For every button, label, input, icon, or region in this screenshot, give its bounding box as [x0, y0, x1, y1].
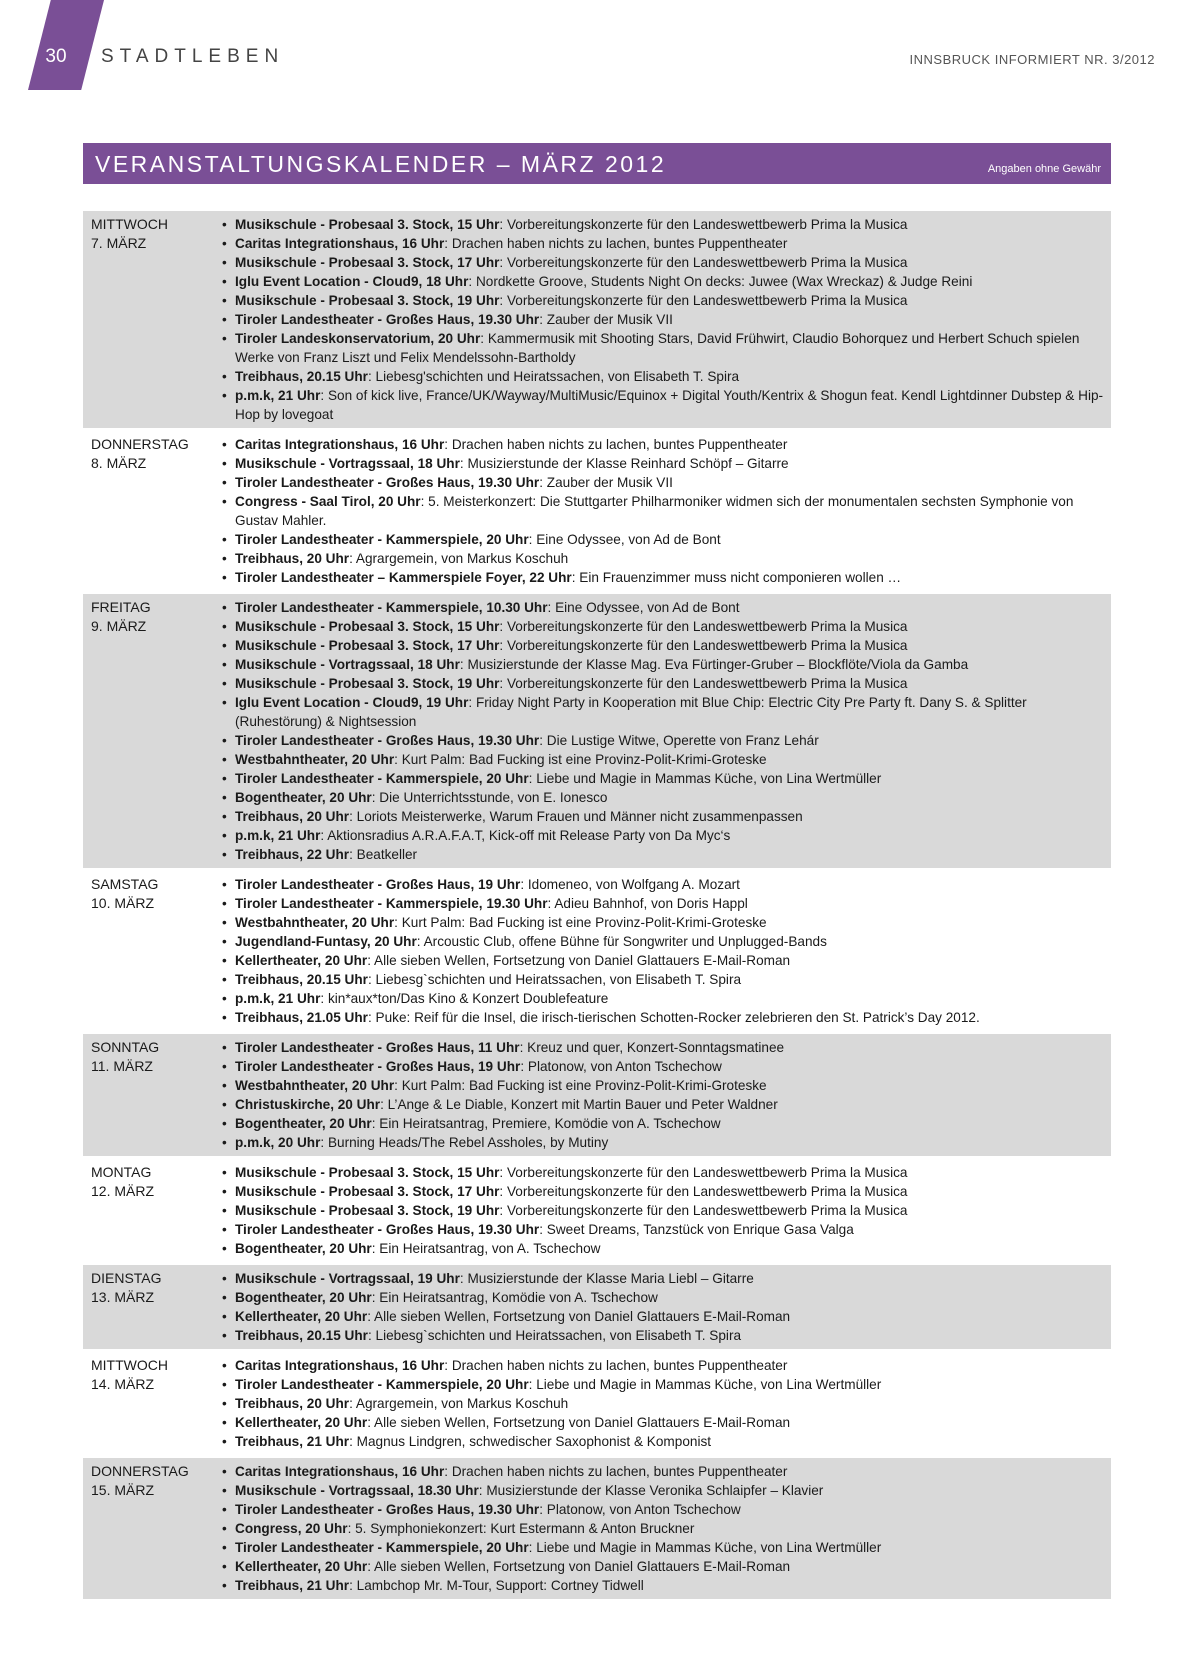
weekday: FREITAG	[91, 599, 151, 615]
event-venue: Bogentheater, 20 Uhr	[235, 1290, 372, 1305]
day-label	[83, 1356, 221, 1451]
event-venue: Treibhaus, 21 Uhr	[235, 1578, 350, 1593]
event-item: • Treibhaus, 20.15 Uhr: Liebesg`schichten und Heiratssachen, von Elisabeth T. Spira	[221, 1326, 1111, 1345]
event-description: Aktionsradius A.R.A.F.A.T, Kick-off mit Release Party von Da Myc‘s	[327, 828, 731, 843]
event-description: Idomeneo, von Wolfgang A. Mozart	[527, 877, 740, 892]
event-item: • Kellertheater, 20 Uhr: Alle sieben Wellen, Fortsetzung von Daniel Glattauers E-Mail-Roman	[221, 1413, 1111, 1432]
day-label	[83, 598, 221, 864]
event-list	[221, 215, 1111, 424]
event-item: • Congress, 20 Uhr: 5. Symphoniekonzert: Kurt Estermann & Anton Bruckner	[221, 1519, 1111, 1538]
event-venue: Tiroler Landestheater - Großes Haus, 19 Uhr	[235, 1059, 521, 1074]
event-description: Vorbereitungskonzerte für den Landeswettbewerb Prima la Musica	[506, 638, 908, 653]
event-description: Burning Heads/The Rebel Assholes, by Mutiny	[327, 1135, 609, 1150]
event-description: Liebe und Magie in Mammas Küche, von Lina Wertmüller	[536, 1540, 882, 1555]
event-item: • Tiroler Landestheater - Großes Haus, 11 Uhr: Kreuz und quer, Konzert-Sonntagsmatinee	[221, 1038, 1111, 1057]
event-description: Zauber der Musik VII	[546, 475, 673, 490]
event-item: • Kellertheater, 20 Uhr: Alle sieben Wellen, Fortsetzung von Daniel Glattauers E-Mail-Roman	[221, 1557, 1111, 1576]
event-description: Magnus Lindgren, schwedischer Saxophonist & Komponist	[356, 1434, 712, 1449]
event-description: Alle sieben Wellen, Fortsetzung von Daniel Glattauers E-Mail-Roman	[374, 1415, 791, 1430]
event-venue: Treibhaus, 21.05 Uhr	[235, 1010, 368, 1025]
event-description: Nordkette Groove, Students Night On decks: Juwee (Wax Wreckaz) & Judge Reini	[475, 274, 973, 289]
event-description: Agrargemein, von Markus Koschuh	[355, 1396, 569, 1411]
day-row	[83, 1034, 1111, 1159]
date: 8. MÄRZ	[91, 455, 147, 471]
event-venue: Treibhaus, 20 Uhr	[235, 1396, 350, 1411]
event-item: • Tiroler Landestheater - Großes Haus, 19.30 Uhr: Zauber der Musik VII	[221, 310, 1111, 329]
event-item: • Treibhaus, 20 Uhr: Agrargemein, von Markus Koschuh	[221, 549, 1111, 568]
event-venue: Tiroler Landestheater - Kammerspiele, 20 Uhr	[235, 771, 529, 786]
event-venue: p.m.k, 21 Uhr	[235, 828, 321, 843]
event-venue: Tiroler Landestheater - Großes Haus, 19.30 Uhr	[235, 1502, 540, 1517]
event-description: Vorbereitungskonzerte für den Landeswettbewerb Prima la Musica	[506, 1184, 908, 1199]
section-name: STADTLEBEN	[101, 46, 285, 67]
event-list	[221, 1163, 1111, 1258]
event-venue: Congress - Saal Tirol, 20 Uhr	[235, 494, 421, 509]
event-description: kin*aux*ton/Das Kino & Konzert Doublefeature	[327, 991, 609, 1006]
date: 13. MÄRZ	[91, 1289, 155, 1305]
event-description: Drachen haben nichts zu lachen, buntes Puppentheater	[451, 437, 788, 452]
event-venue: Musikschule - Vortragssaal, 18 Uhr	[235, 456, 460, 471]
event-description: L’Ange & Le Diable, Konzert mit Martin Bauer und Peter Waldner	[387, 1097, 778, 1112]
event-venue: Tiroler Landestheater - Kammerspiele, 10.30 Uhr	[235, 600, 548, 615]
event-description: Musizierstunde der Klasse Veronika Schlaipfer – Klavier	[486, 1483, 824, 1498]
day-row	[83, 1265, 1111, 1352]
event-description: Puke: Reif für die Insel, die irisch-tierischen Schotten-Rocker zelebrieren den St. Patrick’s Day 2012.	[375, 1010, 980, 1025]
event-venue: Westbahntheater, 20 Uhr	[235, 752, 395, 767]
event-item: • p.m.k, 21 Uhr: kin*aux*ton/Das Kino & Konzert Doublefeature	[221, 989, 1111, 1008]
event-description: Kurt Palm: Bad Fucking ist eine Provinz-Polit-Krimi-Groteske	[401, 915, 767, 930]
date: 7. MÄRZ	[91, 235, 147, 251]
event-item: • Bogentheater, 20 Uhr: Ein Heiratsantrag, von A. Tschechow	[221, 1239, 1111, 1258]
weekday: MITTWOCH	[91, 1357, 168, 1373]
event-description: Arcoustic Club, offene Bühne für Songwriter und Unplugged-Bands	[423, 934, 827, 949]
event-item: • Treibhaus, 21 Uhr: Magnus Lindgren, schwedischer Saxophonist & Komponist	[221, 1432, 1111, 1451]
event-venue: Westbahntheater, 20 Uhr	[235, 915, 395, 930]
day-label	[83, 875, 221, 1027]
event-venue: p.m.k, 20 Uhr	[235, 1135, 321, 1150]
event-description: Die Unterrichtsstunde, von E. Ionesco	[379, 790, 608, 805]
weekday: SAMSTAG	[91, 876, 159, 892]
event-list	[221, 875, 1111, 1027]
event-description: Liebe und Magie in Mammas Küche, von Lina Wertmüller	[536, 771, 882, 786]
event-list	[221, 1269, 1111, 1345]
event-list	[221, 1462, 1111, 1595]
event-venue: Caritas Integrationshaus, 16 Uhr	[235, 236, 445, 251]
event-description: Musizierstunde der Klasse Reinhard Schöpf – Gitarre	[467, 456, 789, 471]
event-item: • Musikschule - Vortragssaal, 18 Uhr: Musizierstunde der Klasse Mag. Eva Fürtinger-Gruber – Blockflöte/Viola da Gamba	[221, 655, 1111, 674]
event-venue: Musikschule - Probesaal 3. Stock, 15 Uhr	[235, 1165, 500, 1180]
weekday: SONNTAG	[91, 1039, 160, 1055]
event-list	[221, 1038, 1111, 1152]
weekday: MITTWOCH	[91, 216, 168, 232]
event-venue: p.m.k, 21 Uhr	[235, 388, 321, 403]
event-item: • Tiroler Landestheater - Kammerspiele, 20 Uhr: Liebe und Magie in Mammas Küche, von Lina Wertmüller	[221, 1375, 1111, 1394]
event-description: Die Lustige Witwe, Operette von Franz Lehár	[546, 733, 819, 748]
event-venue: Westbahntheater, 20 Uhr	[235, 1078, 395, 1093]
event-description: Ein Heiratsantrag, von A. Tschechow	[379, 1241, 601, 1256]
event-description: Eine Odyssee, von Ad de Bont	[536, 532, 721, 547]
day-row	[83, 1159, 1111, 1265]
event-item: • Tiroler Landestheater - Großes Haus, 19 Uhr: Idomeneo, von Wolfgang A. Mozart	[221, 875, 1111, 894]
event-description: Liebesg`schichten und Heiratssachen, von Elisabeth T. Spira	[375, 1328, 742, 1343]
event-item: • Caritas Integrationshaus, 16 Uhr: Drachen haben nichts zu lachen, buntes Puppentheater	[221, 234, 1111, 253]
calendar-note: Angaben ohne Gewähr	[987, 163, 1101, 175]
event-item: • Bogentheater, 20 Uhr: Ein Heiratsantrag, Premiere, Komödie von A. Tschechow	[221, 1114, 1111, 1133]
event-venue: p.m.k, 21 Uhr	[235, 991, 321, 1006]
event-description: Loriots Meisterwerke, Warum Frauen und Männer nicht zusammenpassen	[356, 809, 803, 824]
event-venue: Jugendland-Funtasy, 20 Uhr	[235, 934, 417, 949]
event-description: Kreuz und quer, Konzert-Sonntagsmatinee	[527, 1040, 785, 1055]
event-description: Vorbereitungskonzerte für den Landeswettbewerb Prima la Musica	[506, 1165, 908, 1180]
day-row	[83, 594, 1111, 871]
event-venue: Treibhaus, 20.15 Uhr	[235, 1328, 368, 1343]
event-venue: Musikschule - Vortragssaal, 19 Uhr	[235, 1271, 460, 1286]
event-description: Vorbereitungskonzerte für den Landeswettbewerb Prima la Musica	[506, 217, 908, 232]
event-description: Ein Heiratsantrag, Komödie von A. Tschechow	[379, 1290, 658, 1305]
event-description: Lambchop Mr. M-Tour, Support: Cortney Tidwell	[356, 1578, 644, 1593]
date: 10. MÄRZ	[91, 895, 155, 911]
event-description: Kammermusik mit Shooting Stars, David Frühwirt, Claudio Bohorquez und Herbert Schuch spielen Werke von Franz Liszt und Felix Mendelssohn-Bartholdy	[235, 331, 1080, 365]
date: 11. MÄRZ	[91, 1058, 153, 1074]
event-description: Friday Night Party in Kooperation mit Blue Chip: Electric City Pre Party ft. Dany S. & Splitter (Ruhestörung) & Nightsession	[235, 695, 1027, 729]
event-venue: Bogentheater, 20 Uhr	[235, 1116, 372, 1131]
event-venue: Iglu Event Location - Cloud9, 18 Uhr	[235, 274, 469, 289]
event-venue: Musikschule - Probesaal 3. Stock, 17 Uhr	[235, 255, 500, 270]
event-item: • Musikschule - Probesaal 3. Stock, 17 Uhr: Vorbereitungskonzerte für den Landeswettbewerb Prima la Musica	[221, 253, 1111, 272]
event-item: • p.m.k, 21 Uhr: Son of kick live, France/UK/Wayway/MultiMusic/Equinox + Digital Youth/Kentrix & Shogun feat. Kendl Lightdinner Dubstep & Hip-Hop by lovegoat	[221, 386, 1111, 424]
event-description: Kurt Palm: Bad Fucking ist eine Provinz-Polit-Krimi-Groteske	[401, 1078, 767, 1093]
event-item: • Musikschule - Probesaal 3. Stock, 15 Uhr: Vorbereitungskonzerte für den Landeswettbewerb Prima la Musica	[221, 617, 1111, 636]
event-venue: Musikschule - Probesaal 3. Stock, 17 Uhr	[235, 638, 500, 653]
event-item: • Musikschule - Vortragssaal, 19 Uhr: Musizierstunde der Klasse Maria Liebl – Gitarre	[221, 1269, 1111, 1288]
event-venue: Musikschule - Probesaal 3. Stock, 17 Uhr	[235, 1184, 500, 1199]
event-description: Liebesg'schichten und Heiratssachen, von Elisabeth T. Spira	[375, 369, 740, 384]
event-venue: Kellertheater, 20 Uhr	[235, 1559, 368, 1574]
event-item: • Musikschule - Vortragssaal, 18 Uhr: Musizierstunde der Klasse Reinhard Schöpf – Gitarre	[221, 454, 1111, 473]
issue-label: INNSBRUCK INFORMIERT NR. 3/2012	[909, 52, 1155, 67]
day-row	[83, 211, 1111, 431]
event-description: Liebe und Magie in Mammas Küche, von Lina Wertmüller	[536, 1377, 882, 1392]
event-venue: Treibhaus, 20.15 Uhr	[235, 972, 368, 987]
event-item: • Congress - Saal Tirol, 20 Uhr: 5. Meisterkonzert: Die Stuttgarter Philharmoniker widmen sich der monumentalen sechsten Symphonie von Gustav Mahler.	[221, 492, 1111, 530]
calendar-header	[83, 143, 1111, 184]
event-item: • Tiroler Landestheater - Kammerspiele, 20 Uhr: Liebe und Magie in Mammas Küche, von Lina Wertmüller	[221, 1538, 1111, 1557]
event-venue: Musikschule - Probesaal 3. Stock, 15 Uhr	[235, 217, 500, 232]
event-description: Liebesg`schichten und Heiratssachen, von Elisabeth T. Spira	[375, 972, 742, 987]
event-description: Kurt Palm: Bad Fucking ist eine Provinz-Polit-Krimi-Groteske	[401, 752, 767, 767]
event-item: • Tiroler Landestheater - Kammerspiele, 20 Uhr: Eine Odyssee, von Ad de Bont	[221, 530, 1111, 549]
event-description: Eine Odyssee, von Ad de Bont	[555, 600, 740, 615]
event-item: • p.m.k, 21 Uhr: Aktionsradius A.R.A.F.A.T, Kick-off mit Release Party von Da Myc‘s	[221, 826, 1111, 845]
event-item: • Musikschule - Probesaal 3. Stock, 15 Uhr: Vorbereitungskonzerte für den Landeswettbewerb Prima la Musica	[221, 1163, 1111, 1182]
event-venue: Treibhaus, 20.15 Uhr	[235, 369, 368, 384]
event-venue: Tiroler Landestheater - Kammerspiele, 20 Uhr	[235, 532, 529, 547]
event-description: Alle sieben Wellen, Fortsetzung von Daniel Glattauers E-Mail-Roman	[374, 1559, 791, 1574]
event-venue: Bogentheater, 20 Uhr	[235, 1241, 372, 1256]
event-item: • Tiroler Landestheater – Kammerspiele Foyer, 22 Uhr: Ein Frauenzimmer muss nicht componieren wollen …	[221, 568, 1111, 587]
event-description: Drachen haben nichts zu lachen, buntes Puppentheater	[451, 236, 788, 251]
calendar-title: VERANSTALTUNGSKALENDER – MÄRZ 2012	[95, 151, 667, 177]
event-description: Drachen haben nichts zu lachen, buntes Puppentheater	[451, 1358, 788, 1373]
event-venue: Tiroler Landestheater - Großes Haus, 19.30 Uhr	[235, 475, 540, 490]
event-item: • Jugendland-Funtasy, 20 Uhr: Arcoustic Club, offene Bühne für Songwriter und Unplugged-Bands	[221, 932, 1111, 951]
event-item: • Caritas Integrationshaus, 16 Uhr: Drachen haben nichts zu lachen, buntes Puppentheater	[221, 1462, 1111, 1481]
weekday: DIENSTAG	[91, 1270, 162, 1286]
event-venue: Musikschule - Vortragssaal, 18.30 Uhr	[235, 1483, 479, 1498]
event-description: Platonow, von Anton Tschechow	[546, 1502, 741, 1517]
event-description: Musizierstunde der Klasse Maria Liebl – Gitarre	[467, 1271, 754, 1286]
weekday: DONNERSTAG	[91, 436, 189, 452]
event-description: Ein Heiratsantrag, Premiere, Komödie von A. Tschechow	[379, 1116, 721, 1131]
event-venue: Musikschule - Vortragssaal, 18 Uhr	[235, 657, 460, 672]
event-description: Zauber der Musik VII	[546, 312, 673, 327]
event-description: 5. Meisterkonzert: Die Stuttgarter Philharmoniker widmen sich der monumentalen sechsten Symphonie von Gustav Mahler.	[235, 494, 1074, 528]
event-venue: Tiroler Landestheater - Kammerspiele, 20 Uhr	[235, 1377, 529, 1392]
event-item: • Westbahntheater, 20 Uhr: Kurt Palm: Bad Fucking ist eine Provinz-Polit-Krimi-Groteske	[221, 1076, 1111, 1095]
event-item: • Treibhaus, 22 Uhr: Beatkeller	[221, 845, 1111, 864]
event-venue: Iglu Event Location - Cloud9, 19 Uhr	[235, 695, 469, 710]
event-item: • Treibhaus, 21.05 Uhr: Puke: Reif für die Insel, die irisch-tierischen Schotten-Rocker zelebrieren den St. Patrick’s Day 2012.	[221, 1008, 1111, 1027]
page-number: 30	[45, 46, 67, 67]
event-description: Adieu Bahnhof, von Doris Happl	[554, 896, 748, 911]
event-venue: Tiroler Landestheater - Großes Haus, 19.30 Uhr	[235, 312, 540, 327]
event-description: Alle sieben Wellen, Fortsetzung von Daniel Glattauers E-Mail-Roman	[374, 953, 791, 968]
event-venue: Musikschule - Probesaal 3. Stock, 19 Uhr	[235, 676, 500, 691]
event-item: • Tiroler Landeskonservatorium, 20 Uhr: Kammermusik mit Shooting Stars, David Frühwirt, Claudio Bohorquez und Herbert Schuch spielen Werke von Franz Liszt und Felix Mendelssohn-Bartholdy	[221, 329, 1111, 367]
weekday: MONTAG	[91, 1164, 152, 1180]
event-venue: Musikschule - Probesaal 3. Stock, 19 Uhr	[235, 1203, 500, 1218]
event-item: • Treibhaus, 21 Uhr: Lambchop Mr. M-Tour, Support: Cortney Tidwell	[221, 1576, 1111, 1595]
event-item: • Musikschule - Probesaal 3. Stock, 19 Uhr: Vorbereitungskonzerte für den Landeswettbewerb Prima la Musica	[221, 291, 1111, 310]
event-item: • Tiroler Landestheater - Großes Haus, 19.30 Uhr: Die Lustige Witwe, Operette von Franz Lehár	[221, 731, 1111, 750]
event-item: • Musikschule - Probesaal 3. Stock, 17 Uhr: Vorbereitungskonzerte für den Landeswettbewerb Prima la Musica	[221, 1182, 1111, 1201]
event-description: 5. Symphoniekonzert: Kurt Estermann & Anton Bruckner	[355, 1521, 695, 1536]
event-description: Vorbereitungskonzerte für den Landeswettbewerb Prima la Musica	[506, 293, 908, 308]
event-venue: Musikschule - Probesaal 3. Stock, 19 Uhr	[235, 293, 500, 308]
event-item: • Westbahntheater, 20 Uhr: Kurt Palm: Bad Fucking ist eine Provinz-Polit-Krimi-Groteske	[221, 750, 1111, 769]
event-item: • Musikschule - Probesaal 3. Stock, 17 Uhr: Vorbereitungskonzerte für den Landeswettbewerb Prima la Musica	[221, 636, 1111, 655]
event-item: • Tiroler Landestheater - Großes Haus, 19.30 Uhr: Platonow, von Anton Tschechow	[221, 1500, 1111, 1519]
event-venue: Tiroler Landestheater – Kammerspiele Foyer, 22 Uhr	[235, 570, 572, 585]
event-item: • Tiroler Landestheater - Großes Haus, 19 Uhr: Platonow, von Anton Tschechow	[221, 1057, 1111, 1076]
event-item: • Tiroler Landestheater - Großes Haus, 19.30 Uhr: Zauber der Musik VII	[221, 473, 1111, 492]
event-item: • Treibhaus, 20.15 Uhr: Liebesg`schichten und Heiratssachen, von Elisabeth T. Spira	[221, 970, 1111, 989]
event-venue: Treibhaus, 21 Uhr	[235, 1434, 350, 1449]
page-tab	[28, 0, 104, 90]
event-item: • Caritas Integrationshaus, 16 Uhr: Drachen haben nichts zu lachen, buntes Puppentheater	[221, 1356, 1111, 1375]
event-list	[221, 598, 1111, 864]
event-venue: Kellertheater, 20 Uhr	[235, 953, 368, 968]
event-venue: Kellertheater, 20 Uhr	[235, 1415, 368, 1430]
event-venue: Treibhaus, 22 Uhr	[235, 847, 350, 862]
event-description: Platonow, von Anton Tschechow	[527, 1059, 722, 1074]
event-description: Ein Frauenzimmer muss nicht componieren wollen …	[579, 570, 902, 585]
event-item: • Bogentheater, 20 Uhr: Ein Heiratsantrag, Komödie von A. Tschechow	[221, 1288, 1111, 1307]
event-description: Vorbereitungskonzerte für den Landeswettbewerb Prima la Musica	[506, 1203, 908, 1218]
date: 12. MÄRZ	[91, 1183, 155, 1199]
day-label	[83, 435, 221, 587]
event-item: • Treibhaus, 20 Uhr: Agrargemein, von Markus Koschuh	[221, 1394, 1111, 1413]
day-label	[83, 1163, 221, 1258]
date: 14. MÄRZ	[91, 1376, 155, 1392]
event-venue: Musikschule - Probesaal 3. Stock, 15 Uhr	[235, 619, 500, 634]
event-item: • Iglu Event Location - Cloud9, 18 Uhr: Nordkette Groove, Students Night On decks: Juwee (Wax Wreckaz) & Judge Reini	[221, 272, 1111, 291]
date: 15. MÄRZ	[91, 1482, 155, 1498]
event-item: • Westbahntheater, 20 Uhr: Kurt Palm: Bad Fucking ist eine Provinz-Polit-Krimi-Groteske	[221, 913, 1111, 932]
event-venue: Caritas Integrationshaus, 16 Uhr	[235, 1358, 445, 1373]
event-description: Musizierstunde der Klasse Mag. Eva Fürtinger-Gruber – Blockflöte/Viola da Gamba	[467, 657, 969, 672]
event-description: Agrargemein, von Markus Koschuh	[355, 551, 569, 566]
event-description: Son of kick live, France/UK/Wayway/MultiMusic/Equinox + Digital Youth/Kentrix & Shogun feat. Kendl Lightdinner Dubstep & Hip-Hop by lovegoat	[235, 388, 1104, 422]
day-label	[83, 1462, 221, 1595]
event-item: • Treibhaus, 20 Uhr: Loriots Meisterwerke, Warum Frauen und Männer nicht zusammenpassen	[221, 807, 1111, 826]
event-item: • Tiroler Landestheater - Großes Haus, 19.30 Uhr: Sweet Dreams, Tanzstück von Enrique Gasa Valga	[221, 1220, 1111, 1239]
day-label	[83, 1038, 221, 1152]
event-item: • Musikschule - Probesaal 3. Stock, 19 Uhr: Vorbereitungskonzerte für den Landeswettbewerb Prima la Musica	[221, 674, 1111, 693]
event-venue: Treibhaus, 20 Uhr	[235, 551, 350, 566]
event-item: • Kellertheater, 20 Uhr: Alle sieben Wellen, Fortsetzung von Daniel Glattauers E-Mail-Roman	[221, 951, 1111, 970]
event-item: • Kellertheater, 20 Uhr: Alle sieben Wellen, Fortsetzung von Daniel Glattauers E-Mail-Roman	[221, 1307, 1111, 1326]
event-venue: Tiroler Landestheater - Kammerspiele, 19.30 Uhr	[235, 896, 548, 911]
event-description: Vorbereitungskonzerte für den Landeswettbewerb Prima la Musica	[506, 619, 908, 634]
event-item: • Tiroler Landestheater - Kammerspiele, 19.30 Uhr: Adieu Bahnhof, von Doris Happl	[221, 894, 1111, 913]
event-item: • p.m.k, 20 Uhr: Burning Heads/The Rebel Assholes, by Mutiny	[221, 1133, 1111, 1152]
event-item: • Bogentheater, 20 Uhr: Die Unterrichtsstunde, von E. Ionesco	[221, 788, 1111, 807]
event-item: • Treibhaus, 20.15 Uhr: Liebesg'schichten und Heiratssachen, von Elisabeth T. Spira	[221, 367, 1111, 386]
event-venue: Tiroler Landestheater - Großes Haus, 19.30 Uhr	[235, 1222, 540, 1237]
day-row	[83, 871, 1111, 1034]
day-row	[83, 431, 1111, 594]
event-venue: Tiroler Landeskonservatorium, 20 Uhr	[235, 331, 481, 346]
event-list	[221, 435, 1111, 587]
weekday: DONNERSTAG	[91, 1463, 189, 1479]
event-venue: Tiroler Landestheater - Kammerspiele, 20 Uhr	[235, 1540, 529, 1555]
event-item: • Musikschule - Vortragssaal, 18.30 Uhr: Musizierstunde der Klasse Veronika Schlaipfer – Klavier	[221, 1481, 1111, 1500]
event-item: • Christuskirche, 20 Uhr: L’Ange & Le Diable, Konzert mit Martin Bauer und Peter Waldner	[221, 1095, 1111, 1114]
day-label	[83, 1269, 221, 1345]
event-venue: Caritas Integrationshaus, 16 Uhr	[235, 1464, 445, 1479]
event-description: Vorbereitungskonzerte für den Landeswettbewerb Prima la Musica	[506, 255, 908, 270]
event-description: Alle sieben Wellen, Fortsetzung von Daniel Glattauers E-Mail-Roman	[374, 1309, 791, 1324]
day-row	[83, 1458, 1111, 1602]
event-venue: Congress, 20 Uhr	[235, 1521, 348, 1536]
event-item: • Musikschule - Probesaal 3. Stock, 15 Uhr: Vorbereitungskonzerte für den Landeswettbewerb Prima la Musica	[221, 215, 1111, 234]
event-venue: Kellertheater, 20 Uhr	[235, 1309, 368, 1324]
event-venue: Treibhaus, 20 Uhr	[235, 809, 350, 824]
event-list	[221, 1356, 1111, 1451]
day-label	[83, 215, 221, 424]
event-description: Sweet Dreams, Tanzstück von Enrique Gasa Valga	[546, 1222, 854, 1237]
event-item: • Iglu Event Location - Cloud9, 19 Uhr: Friday Night Party in Kooperation mit Blue Chip: Electric City Pre Party ft. Dany S. & Splitter (Ruhestörung) & Nightsession	[221, 693, 1111, 731]
event-venue: Caritas Integrationshaus, 16 Uhr	[235, 437, 445, 452]
event-venue: Bogentheater, 20 Uhr	[235, 790, 372, 805]
day-row	[83, 1352, 1111, 1458]
event-item: • Tiroler Landestheater - Kammerspiele, 10.30 Uhr: Eine Odyssee, von Ad de Bont	[221, 598, 1111, 617]
event-item: • Caritas Integrationshaus, 16 Uhr: Drachen haben nichts zu lachen, buntes Puppentheater	[221, 435, 1111, 454]
event-venue: Tiroler Landestheater - Großes Haus, 19 Uhr	[235, 877, 521, 892]
event-venue: Tiroler Landestheater - Großes Haus, 19.30 Uhr	[235, 733, 540, 748]
event-description: Vorbereitungskonzerte für den Landeswettbewerb Prima la Musica	[506, 676, 908, 691]
calendar-table	[83, 211, 1111, 1602]
date: 9. MÄRZ	[91, 618, 147, 634]
event-venue: Christuskirche, 20 Uhr	[235, 1097, 381, 1112]
event-item: • Tiroler Landestheater - Kammerspiele, 20 Uhr: Liebe und Magie in Mammas Küche, von Lina Wertmüller	[221, 769, 1111, 788]
event-description: Drachen haben nichts zu lachen, buntes Puppentheater	[451, 1464, 788, 1479]
event-item: • Musikschule - Probesaal 3. Stock, 19 Uhr: Vorbereitungskonzerte für den Landeswettbewerb Prima la Musica	[221, 1201, 1111, 1220]
event-venue: Tiroler Landestheater - Großes Haus, 11 Uhr	[235, 1040, 520, 1055]
event-description: Beatkeller	[356, 847, 418, 862]
